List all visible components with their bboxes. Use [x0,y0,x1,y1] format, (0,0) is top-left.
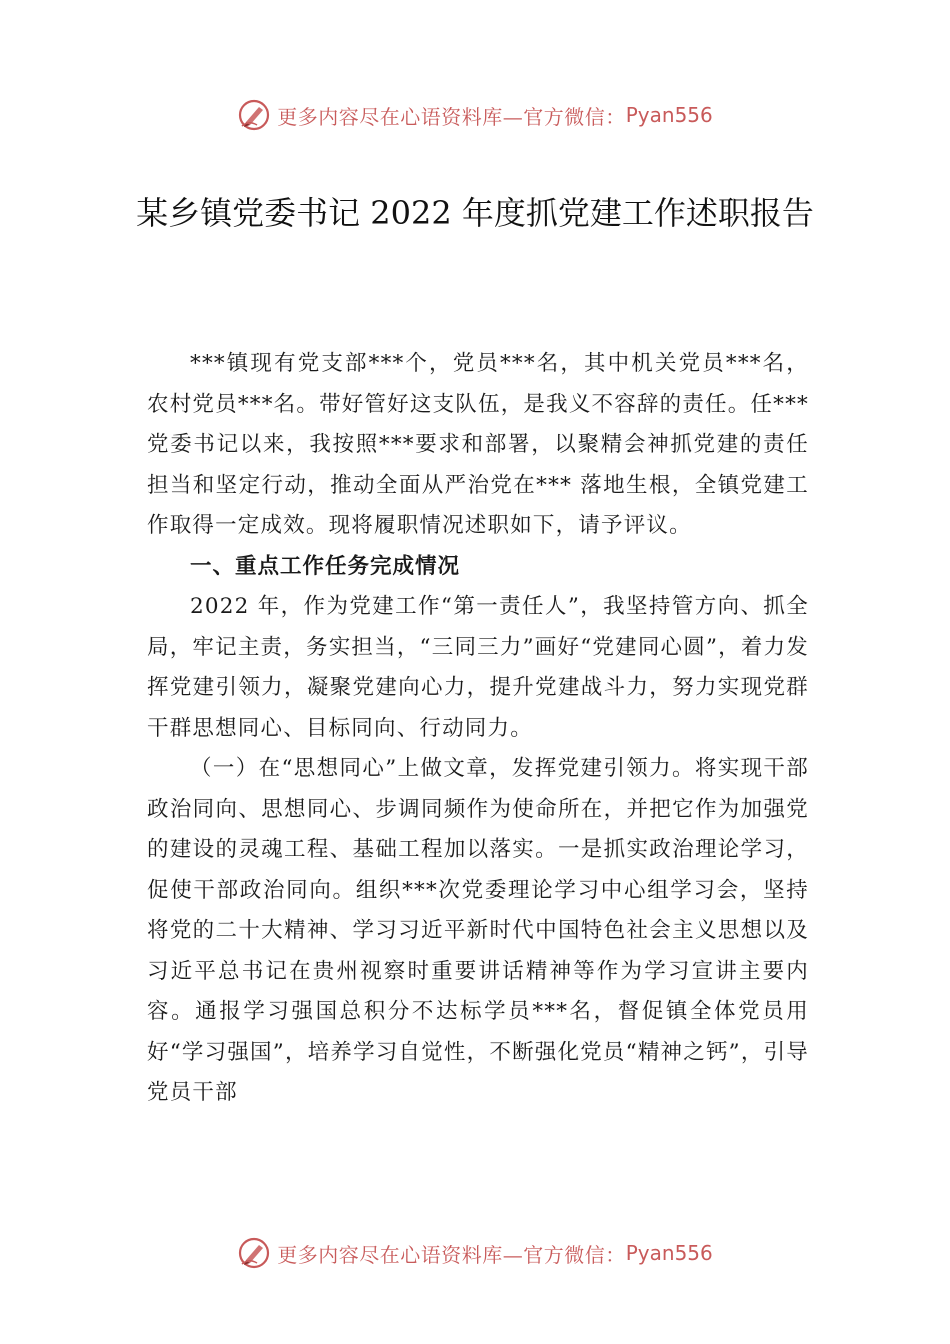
pen-logo-icon [237,1236,271,1270]
header-banner [0,95,950,135]
banner-text: 更多内容尽在心语资料库—官方微信： [277,104,626,129]
footer-banner [0,1233,950,1273]
document-body [147,344,809,1114]
wechat-id: Pyan556 [625,1241,713,1265]
intro-paragraph: ***镇现有党支部***个，党员***名，其中机关党员***名，农村党员***名。带好管好这支队伍，是我义不容辞的责任。任***党委书记以来，我按照***要求和部署，以聚精会神抓党建的责任担当和坚定行动，推动全面从严治党在*** 落地生根，全镇党建工作取得一定成效。现将履职情况述职如下，请予评议。 [147,351,809,538]
pen-logo-icon [237,98,271,132]
banner-text: 更多内容尽在心语资料库—官方微信： [277,1242,626,1267]
section-heading: 一、重点工作任务完成情况 [190,553,461,579]
document-title: 某乡镇党委书记 2022 年度抓党建工作述职报告 [136,194,814,232]
section-intro-paragraph: 2022 年，作为党建工作“第一责任人”，我坚持管方向、抓全局，牢记主责，务实担当，“三同三力”画好“党建同心圆”，着力发挥党建引领力，凝聚党建向心力，提升党建战斗力，努力实现党群干群思想同心、目标同向、行动同力。 [147,594,809,741]
subsection-paragraph: （一）在“思想同心”上做文章，发挥党建引领力。将实现干部政治同向、思想同心、步调同频作为使命所在，并把它作为加强党的建设的灵魂工程、基础工程加以落实。一是抓实政治理论学习，促使干部政治同向。组织***次党委理论学习中心组学习会，坚持将党的二十大精神、学习习近平新时代中国特色社会主义思想以及习近平总书记在贵州视察时重要讲话精神等作为学习宣讲主要内容。通报学习强国总积分不达标学员***名，督促镇全体党员用好“学习强国”，培养学习自觉性，不断强化党员“精神之钙”，引导党员干部 [147,756,809,1105]
wechat-id: Pyan556 [625,103,713,127]
